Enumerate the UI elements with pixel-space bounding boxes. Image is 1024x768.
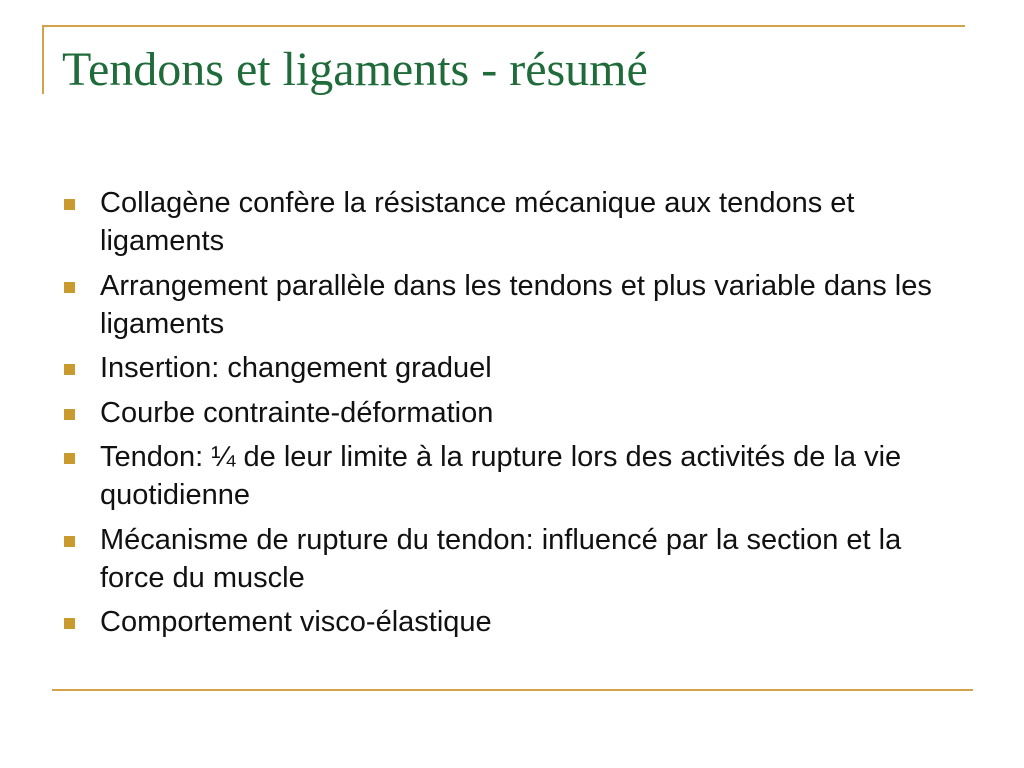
bullet-item	[64, 521, 944, 597]
square-bullet-icon	[64, 536, 75, 547]
bullet-item	[64, 394, 944, 432]
bullet-text: Collagène confère la résistance mécanique aux tendons et ligaments	[100, 187, 855, 257]
bullet-item	[64, 349, 944, 387]
bottom-rule	[52, 689, 973, 691]
bullet-text: Comportement visco-élastique	[100, 606, 492, 638]
square-bullet-icon	[64, 199, 75, 210]
square-bullet-icon	[64, 364, 75, 375]
slide-title: Tendons et ligaments - résumé	[62, 43, 648, 96]
bullet-text: Arrangement parallèle dans les tendons et plus variable dans les ligaments	[100, 269, 932, 340]
bullet-item	[64, 184, 944, 260]
bullet-text: Tendon: ¼ de leur limite à la rupture lors des activités de la vie quotidienne	[100, 441, 902, 511]
square-bullet-icon	[64, 282, 75, 293]
square-bullet-icon	[64, 453, 75, 464]
bullet-text: Insertion: changement graduel	[100, 352, 492, 384]
square-bullet-icon	[64, 618, 75, 629]
bullet-text: Courbe contrainte-déformation	[100, 396, 494, 429]
square-bullet-icon	[64, 409, 75, 420]
top-rule	[42, 25, 965, 27]
bullet-list	[64, 184, 944, 648]
bullet-item	[64, 603, 944, 641]
bullet-text: Mécanisme de rupture du tendon: influencé par la section et la force du muscle	[100, 523, 902, 594]
left-rule	[42, 25, 44, 94]
bullet-item	[64, 438, 944, 514]
bullet-item	[64, 267, 944, 343]
